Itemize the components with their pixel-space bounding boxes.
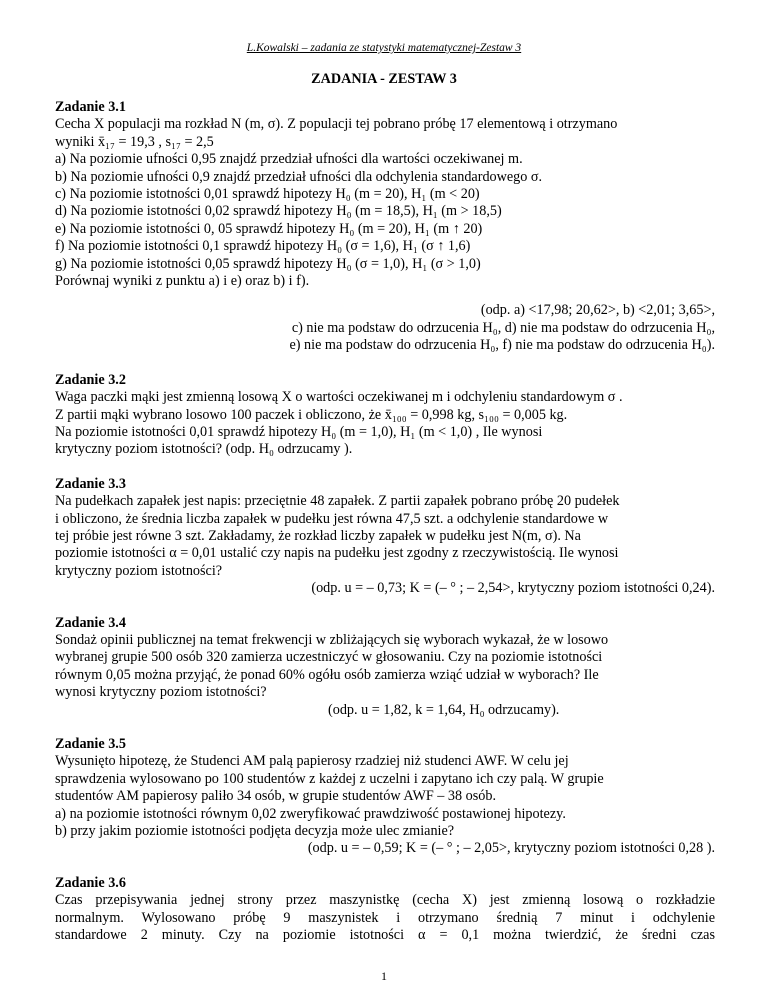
task-title: Zadanie 3.3 — [55, 475, 126, 492]
task-line: d) Na poziomie istotności 0,02 sprawdź hipotezy H₀ (m = 18,5), H₁ (m > 18,5) — [55, 203, 502, 220]
task-line: wyniki x̄₁₇ = 19,3 , s₁₇ = 2,5 — [55, 133, 214, 150]
answer-line: (odp. u = 1,82, k = 1,64, H₀ odrzucamy). — [328, 701, 560, 718]
task-3-4 — [55, 615, 715, 719]
task-line: krytyczny poziom istotności? — [55, 562, 223, 579]
task-line: Sondaż opinii publicznej na temat frekwencji w zbliżających się wyborach wykazał, że w losowo — [55, 631, 609, 648]
task-line: równym 0,05 można przyjąć, że ponad 60% ogółu osób zamierza wziąć udział w wyborach? Ile — [55, 666, 599, 683]
task-line: Na pudełkach zapałek jest napis: przeciętnie 48 zapałek. Z partii zapałek pobrano próbę 20 pudełek — [55, 493, 620, 510]
task-line: a) Na poziomie ufności 0,95 znajdź przedział ufności dla wartości oczekiwanej m. — [55, 151, 523, 168]
answer-line: (odp. a) <17,98; 20,62>, b) <2,01; 3,65>, — [480, 302, 715, 319]
task-3-3 — [55, 476, 715, 598]
task-line: i obliczono, że średnia liczba zapałek w pudełku jest równa 47,5 szt. a odchylenie standardowe w — [55, 510, 609, 527]
answer-line: c) nie ma podstaw do odrzucenia H₀, d) nie ma podstaw do odrzucenia H₀, — [291, 319, 715, 336]
task-line: b) Na poziomie ufności 0,9 znajdź przedział ufności dla odchylenia standardowego σ. — [55, 168, 543, 185]
task-line: Cecha X populacji ma rozkład N (m, σ). Z populacji tej pobrano próbę 17 elementową i otrzymano — [55, 116, 618, 133]
task-line: krytyczny poziom istotności? (odp. H₀ odrzucamy ). — [55, 441, 353, 458]
answer-line: e) nie ma podstaw do odrzucenia H₀, f) nie ma podstaw do odrzucenia H₀). — [289, 337, 715, 354]
task-line: wynosi krytyczny poziom istotności? — [55, 684, 267, 701]
task-line: standardowe 2 minuty. Czy na poziomie istotności α = 0,1 można twierdzić, że średni czas — [55, 927, 715, 944]
task-line: c) Na poziomie istotności 0,01 sprawdź hipotezy H₀ (m = 20), H₁ (m < 20) — [55, 186, 480, 203]
task-line: f) Na poziomie istotności 0,1 sprawdź hipotezy H₀ (σ = 1,6), H₁ (σ ↑ 1,6) — [55, 238, 471, 255]
page-header: L.Kowalski – zadania ze statystyki matematycznej-Zestaw 3 — [246, 42, 522, 54]
task-line: sprawdzenia wylosowano po 100 studentów z każdej z uczelni i zapytano ich czy palą. W grupie — [55, 770, 604, 787]
task-3-6 — [55, 875, 715, 945]
task-title: Zadanie 3.1 — [55, 99, 126, 115]
task-title: Zadanie 3.4 — [55, 614, 126, 631]
task-title: Zadanie 3.6 — [55, 874, 126, 891]
task-line: Z partii mąki wybrano losowo 100 paczek i obliczono, że x̄₁₀₀ = 0,998 kg, s₁₀₀ = 0,005 kg. — [55, 406, 568, 423]
task-line: Na poziomie istotności 0,01 sprawdź hipotezy H₀ (m = 1,0), H₁ (m < 1,0) , Ile wynosi — [55, 423, 543, 440]
task-title: Zadanie 3.5 — [55, 736, 126, 752]
page-number: 1 — [381, 969, 387, 983]
task-line: studentów AM papierosy paliło 34 osób, w grupie studentów AWF – 38 osób. — [55, 788, 497, 805]
task-line: Porównaj wyniki z punktu a) i e) oraz b) i f). — [55, 273, 310, 290]
task-line: wybranej grupie 500 osób 320 zamierza uczestniczyć w głosowaniu. Czy na poziomie istotności — [55, 649, 603, 666]
task-3-1 — [55, 99, 715, 355]
task-line: e) Na poziomie istotności 0, 05 sprawdź hipotezy H₀ (m = 20), H₁ (m ↑ 20) — [55, 220, 483, 237]
task-line: Waga paczki mąki jest zmienną losową X o wartości oczekiwanej m i odchyleniu standardowym σ . — [55, 389, 623, 406]
task-line: tej próbie jest równe 3 szt. Zakładamy, że rozkład liczby zapałek w pudełku jest N(m, σ). Na — [55, 527, 581, 544]
task-line: Wysunięto hipotezę, że Studenci AM palą papierosy rzadziej niż studenci AWF. W celu jej — [55, 753, 569, 770]
task-line: poziomie istotności α = 0,01 ustalić czy napis na pudełku jest zgodny z rzeczywistością. Ile wynosi — [55, 545, 619, 562]
document-body — [55, 99, 715, 961]
page-title: ZADANIA - ZESTAW 3 — [311, 71, 457, 87]
task-3-2 — [55, 372, 715, 459]
answer-line: (odp. u = – 0,59; K = (– ° ; – 2,05>, krytyczny poziom istotności 0,28 ). — [307, 840, 715, 857]
task-line: normalnym. Wylosowano próbę 9 maszynistek i otrzymano średnią 7 minut i odchylenie — [55, 909, 715, 926]
task-line: b) przy jakim poziomie istotności podjęta decyzja może ulec zmianie? — [55, 823, 455, 840]
task-title: Zadanie 3.2 — [55, 371, 126, 388]
task-3-5 — [55, 736, 715, 858]
answer-line: (odp. u = – 0,73; K = (– ° ; – 2,54>, krytyczny poziom istotności 0,24). — [311, 580, 715, 597]
task-line: Czas przepisywania jednej strony przez maszynistkę (cecha X) jest zmienną losową o rozkładzie — [55, 892, 715, 909]
task-line: a) na poziomie istotności równym 0,02 zweryfikować prawdziwość postawionej hipotezy. — [55, 805, 566, 822]
task-line: g) Na poziomie istotności 0,05 sprawdź hipotezy H₀ (σ = 1,0), H₁ (σ > 1,0) — [55, 255, 481, 272]
